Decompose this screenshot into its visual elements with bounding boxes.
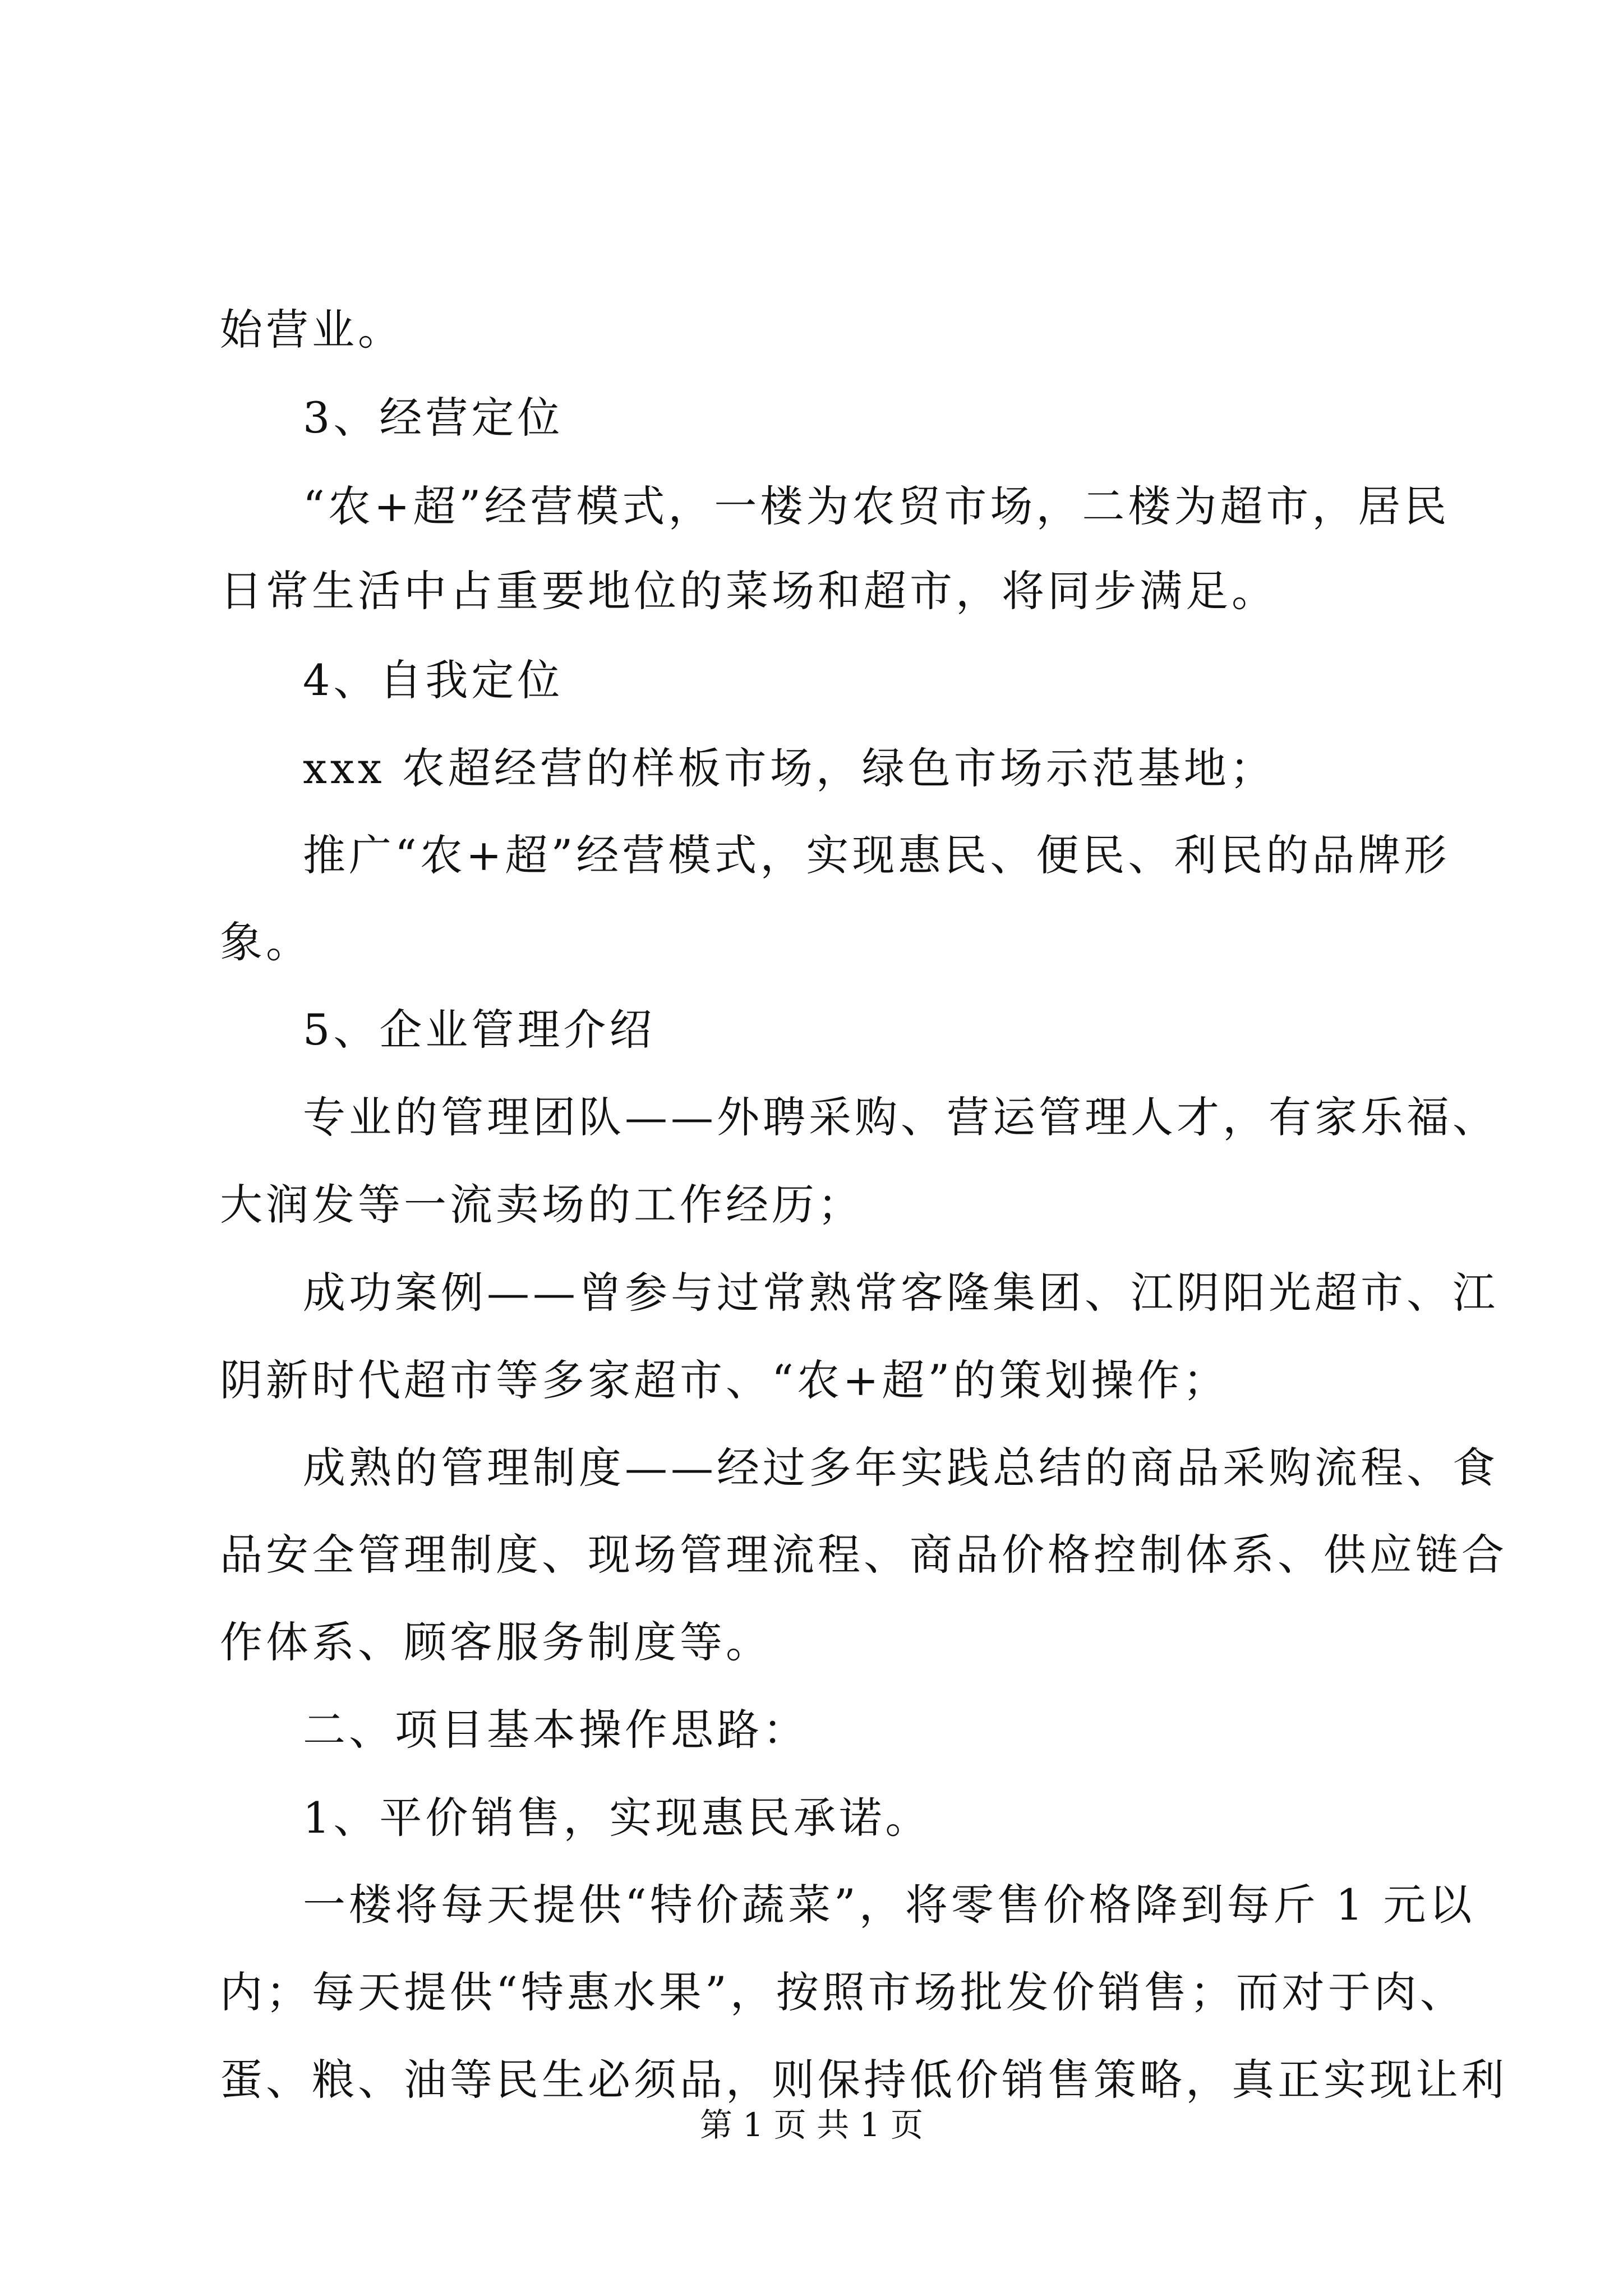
section-heading: 3、经营定位 <box>303 393 564 443</box>
text-line: 日常生活中占重要地位的菜场和超市，将同步满足。 <box>220 566 1278 616</box>
text-line: “农+超”经营模式，一楼为农贸市场，二楼为超市，居民 <box>303 481 1450 531</box>
text-line: 成熟的管理制度——经过多年实践总结的商品采购流程、食 <box>303 1443 1498 1493</box>
section-heading: 二、项目基本操作思路： <box>303 1705 809 1755</box>
text-line: 象。 <box>220 917 312 967</box>
section-heading: 5、企业管理介绍 <box>303 1005 656 1055</box>
text-line: 推广“农+超”经营模式，实现惠民、便民、利民的品牌形 <box>303 830 1450 880</box>
text-line: 大润发等一流卖场的工作经历； <box>220 1180 864 1230</box>
text-line: 品安全管理制度、现场管理流程、商品价格控制体系、供应链合 <box>220 1530 1507 1580</box>
text-line: 成功案例——曾参与过常熟常客隆集团、江阴阳光超市、江 <box>303 1268 1498 1318</box>
text-line: 专业的管理团队——外聘采购、营运管理人才，有家乐福、 <box>303 1092 1498 1142</box>
text-line: 阴新时代超市等多家超市、“农+超”的策划操作； <box>220 1355 1229 1405</box>
text-line: 作体系、顾客服务制度等。 <box>220 1617 772 1667</box>
section-heading: 4、自我定位 <box>303 655 564 705</box>
page-number-footer: 第 1 页 共 1 页 <box>700 2106 923 2144</box>
text-line: 蛋、粮、油等民生必须品，则保持低价销售策略，真正实现让利 <box>220 2055 1507 2105</box>
text-line: xxx 农超经营的样板市场，绿色市场示范基地； <box>303 743 1276 793</box>
text-line: 内；每天提供“特惠水果”，按照市场批发价销售；而对于肉、 <box>220 1967 1466 2017</box>
text-line: 始营业。 <box>220 305 404 355</box>
text-line: 一楼将每天提供“特价蔬菜”，将零售价格降到每斤 1 元以 <box>303 1880 1476 1930</box>
section-heading: 1、平价销售，实现惠民承诺。 <box>303 1793 932 1843</box>
